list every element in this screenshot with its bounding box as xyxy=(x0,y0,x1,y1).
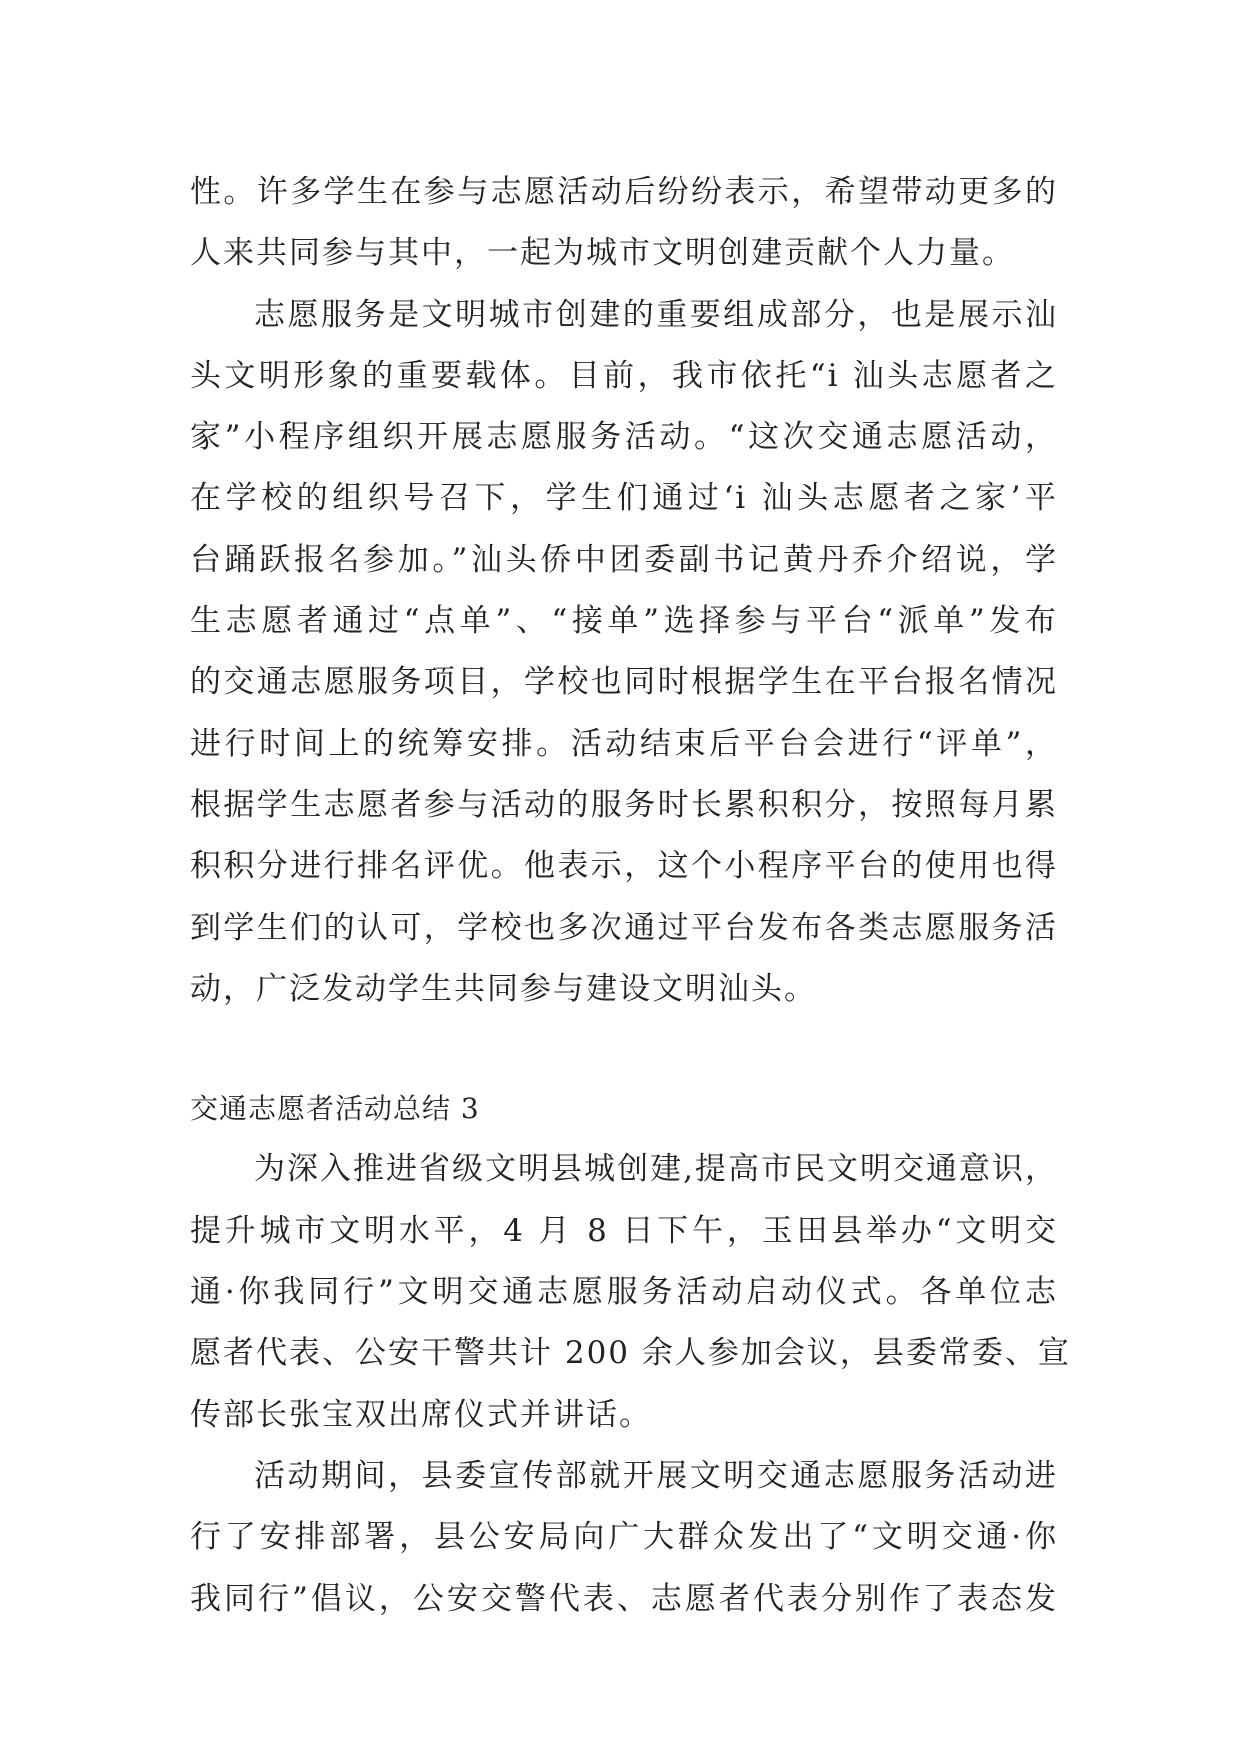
paragraph-line: 家”小程序组织开展志愿服务活动。“这次交通志愿活动， xyxy=(190,419,1058,456)
paragraph-line: 在学校的组织号召下，学生们通过‘i 汕头志愿者之家’平 xyxy=(190,480,1058,517)
paragraph-line: 根据学生志愿者参与活动的服务时长累积积分，按照每月累 xyxy=(190,786,1058,823)
paragraph-line: 台踊跃报名参加。”汕头侨中团委副书记黄丹乔介绍说，学 xyxy=(190,541,1058,578)
paragraph-line: 我同行”倡议，公安交警代表、志愿者代表分别作了表态发 xyxy=(190,1580,1058,1617)
paragraph-line: 提升城市文明水平，4 月 8 日下午，玉田县举办“文明交 xyxy=(190,1212,1058,1249)
paragraph-4 xyxy=(190,1446,1058,1630)
paragraph-line: 传部长张宝双出席仪式并讲话。 xyxy=(190,1396,652,1433)
paragraph-line: 到学生们的认可，学校也多次通过平台发布各类志愿服务活 xyxy=(190,909,1058,946)
document-body xyxy=(190,162,1071,1630)
paragraph-line: 的交通志愿服务项目，学校也同时根据学生在平台报名情况 xyxy=(190,664,1058,701)
paragraph-line: 志愿服务是文明城市创建的重要组成部分，也是展示汕 xyxy=(254,296,1058,333)
paragraph-line: 行了安排部署，县公安局向广大群众发出了“文明交通·你 xyxy=(190,1519,1058,1556)
paragraph-line: 动，广泛发动学生共同参与建设文明汕头。 xyxy=(190,970,817,1007)
paragraph-line: 头文明形象的重要载体。目前，我市依托“i 汕头志愿者之 xyxy=(190,357,1058,394)
paragraph-3 xyxy=(190,1139,1071,1445)
paragraph-line: 为深入推进省级文明县城创建,提高市民文明交通意识， xyxy=(254,1151,1058,1188)
paragraph-line: 愿者代表、公安干警共计 200 余人参加会议，县委常委、宣 xyxy=(190,1335,1071,1372)
section-heading: 交通志愿者活动总结 3 xyxy=(190,1092,480,1126)
paragraph-line: 性。许多学生在参与志愿活动后纷纷表示，希望带动更多的 xyxy=(190,174,1058,210)
paragraph-line: 活动期间，县委宣传部就开展文明交通志愿服务活动进 xyxy=(254,1457,1058,1494)
paragraph-line: 生志愿者通过“点单”、“接单”选择参与平台“派单”发布 xyxy=(190,603,1058,640)
paragraph-line: 进行时间上的统筹安排。活动结束后平台会进行“评单”， xyxy=(190,725,1058,762)
section-spacer xyxy=(190,1020,1058,1078)
paragraph-line: 人来共同参与其中，一起为城市文明创建贡献个人力量。 xyxy=(190,235,1015,272)
paragraph-line: 积积分进行排名评优。他表示，这个小程序平台的使用也得 xyxy=(190,848,1058,885)
paragraph-1 xyxy=(190,162,1058,285)
paragraph-line: 通·你我同行”文明交通志愿服务活动启动仪式。各单位志 xyxy=(190,1274,1058,1311)
paragraph-2 xyxy=(190,285,1058,1021)
